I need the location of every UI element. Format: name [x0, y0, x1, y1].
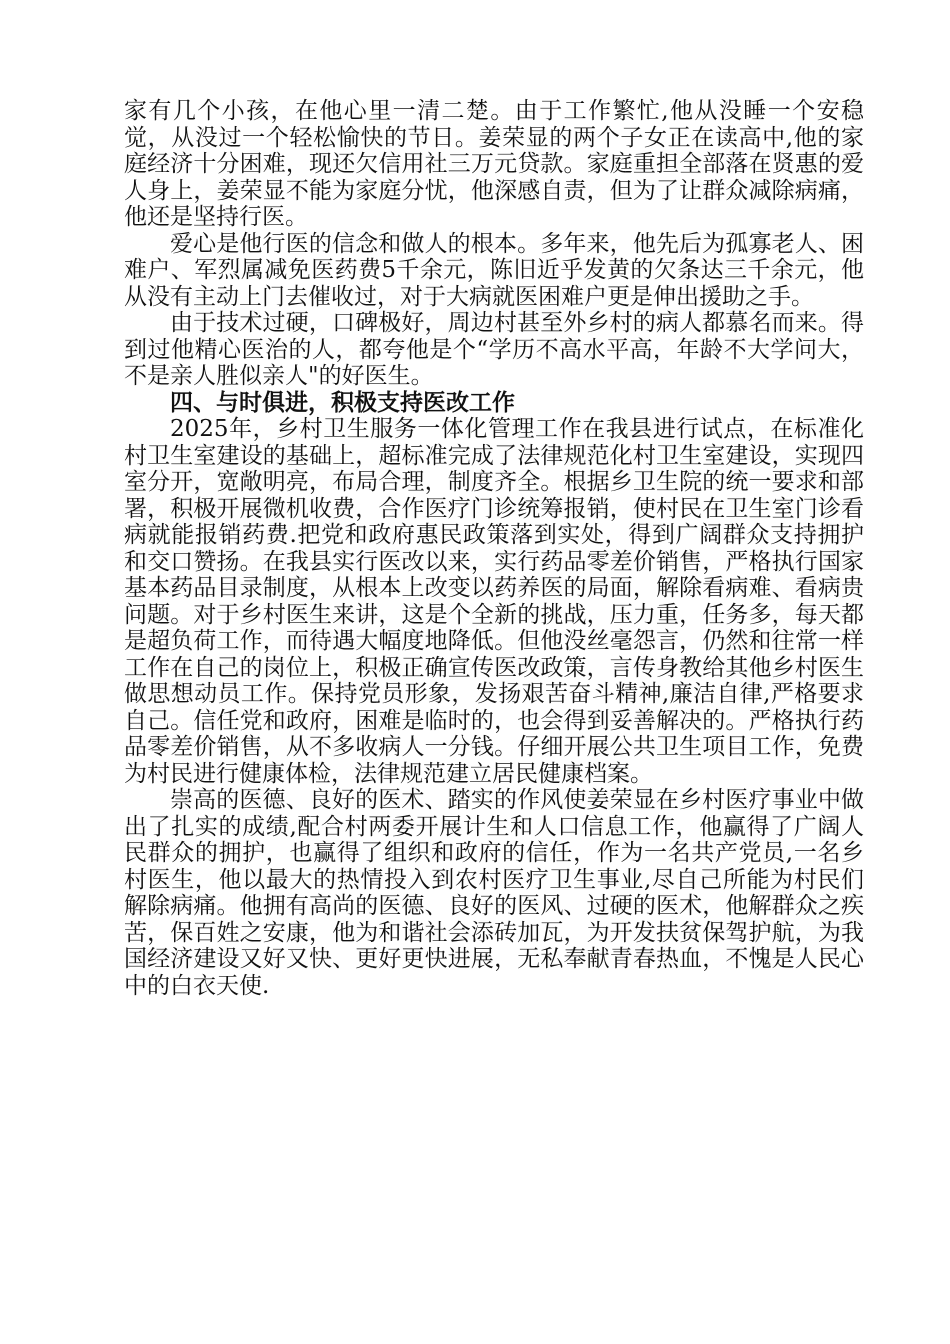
paragraph-reform: 2025年，乡村卫生服务一体化管理工作在我县进行试点，在标准化村卫生室建设的基础上，超标准完成了法律规范化村卫生室建设，实现四室分开，宽敞明亮，布局合理，制度齐全。根据乡卫生院的统一要求和部署，积极开展微机收费，合作医疗门诊统筹报销，使村民在卫生室门诊看病就能报销药费.把党和政府惠民政策落到实处，得到广阔群众支持拥护和交口赞扬。在我县实行医改以来，实行药品零差价销售，严格执行国家基本药品目录制度，从根本上改变以药养医的局面，解除看病难、看病贵问题。对于乡村医生来讲，这是个全新的挑战，压力重，任务多，每天都是超负荷工作，而待遇大幅度地降低。但他没丝毫怨言，仍然和往常一样工作在自己的岗位上，积极正确宣传医改政策，言传身教给其他乡村医生做思想动员工作。保持党员形象，发扬艰苦奋斗精神,廉洁自律,严格要求自己。信任党和政府，困难是临时的，也会得到妥善解决的。严格执行药品零差价销售，从不多收病人一分钱。仔细开展公共卫生项目工作，免费为村民进行健康体检，法律规范建立居民健康档案。 [124, 416, 864, 787]
document-body [124, 98, 864, 999]
paragraph-continued: 家有几个小孩，在他心里一清二楚。由于工作繁忙,他从没睡一个安稳觉，从没过一个轻松愉快的节日。姜荣显的两个子女正在读高中,他的家庭经济十分困难，现还欠信用社三万元贷款。家庭重担全部落在贤惠的爱人身上，姜荣显不能为家庭分忧，他深感自责，但为了让群众减除病痛，他还是坚持行医。 [124, 98, 864, 230]
paragraph-love: 爱心是他行医的信念和做人的根本。多年来，他先后为孤寡老人、困难户、军烈属减免医药费5千余元，陈旧近乎发黄的欠条达三千余元，他从没有主动上门去催收过，对于大病就医困难户更是伸出援助之手。 [124, 230, 864, 310]
section-heading: 四、与时俱进，积极支持医改工作 [170, 388, 515, 416]
paragraph-conclusion: 崇高的医德、良好的医术、踏实的作风使姜荣显在乡村医疗事业中做出了扎实的成绩,配合村两委开展计生和人口信息工作，他赢得了广阔人民群众的拥护，也赢得了组织和政府的信任，作为一名共产党员,一名乡村医生，他以最大的热情投入到农村医疗卫生事业,尽自己所能为村民们解除病痛。他拥有高尚的医德、良好的医风、过硬的医术，他解群众之疾苦，保百姓之安康，他为和谐社会添砖加瓦，为开发扶贫保驾护航，为我国经济建设又好又快、更好更快进展，无私奉献青春热血，不愧是人民心中的白衣天使. [124, 787, 864, 999]
paragraph-reputation: 由于技术过硬，口碑极好，周边村甚至外乡村的病人都慕名而来。得到过他精心医治的人，都夸他是个“学历不高水平高，年龄不大学问大，不是亲人胜似亲人"的好医生。 [124, 310, 864, 389]
